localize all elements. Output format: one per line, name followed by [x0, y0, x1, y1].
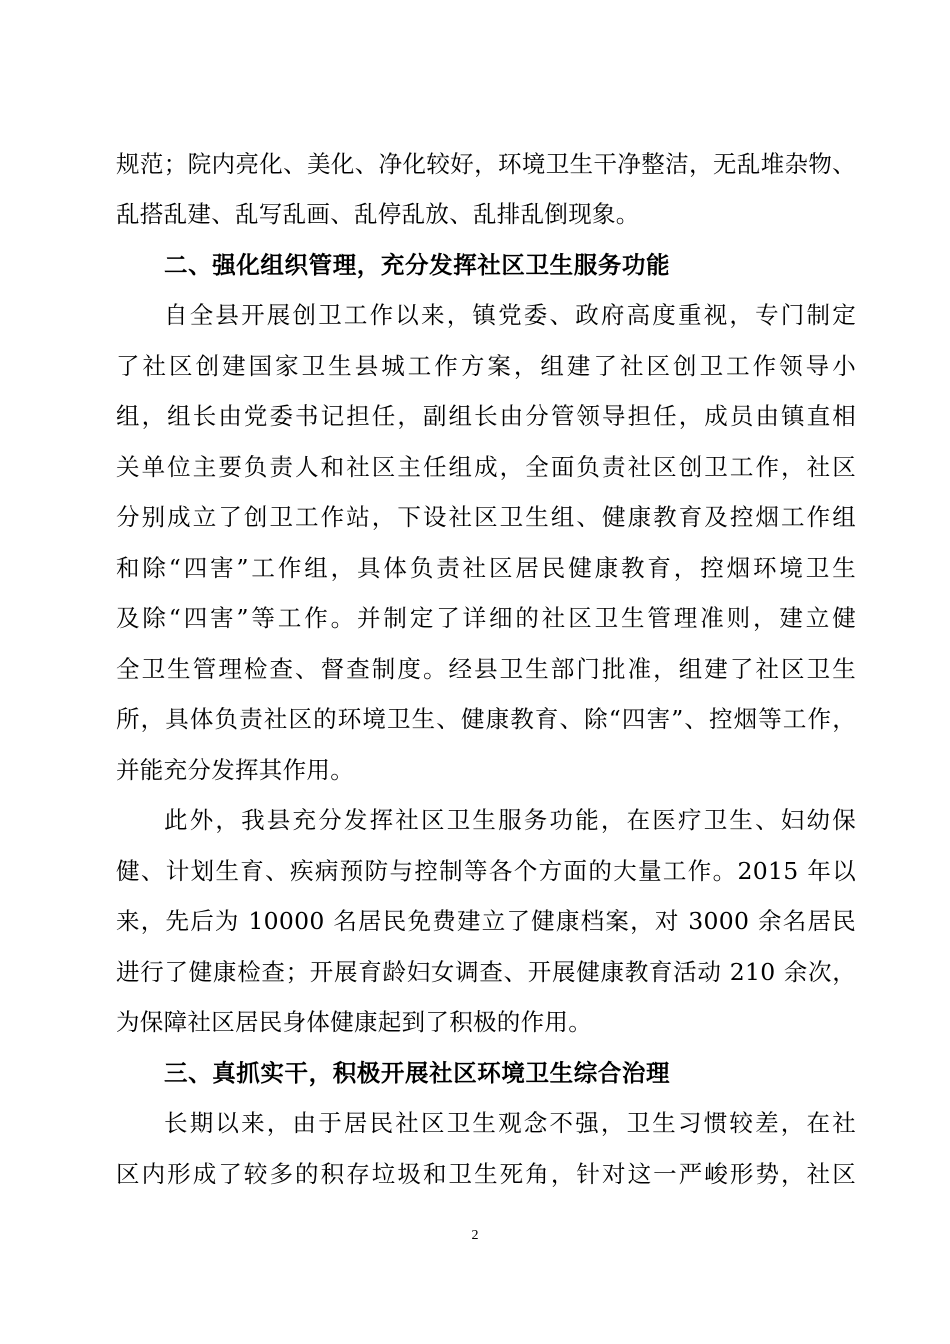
body-line: 区内形成了较多的积存垃圾和卫生死角，针对这一严峻形势，社区	[116, 1160, 856, 1188]
body-line: 来，先后为 10000 名居民免费建立了健康档案，对 3000 余名居民	[116, 907, 856, 935]
section-heading: 二、强化组织管理，充分发挥社区卫生服务功能	[164, 251, 671, 279]
body-line: 乱搭乱建、乱写乱画、乱停乱放、乱排乱倒现象。	[116, 200, 640, 228]
body-line: 全卫生管理检查、督查制度。经县卫生部门批准，组建了社区卫生	[116, 655, 856, 683]
section-heading: 三、真抓实干，积极开展社区环境卫生综合治理	[164, 1059, 671, 1087]
body-line: 和除“四害”工作组，具体负责社区居民健康教育，控烟环境卫生	[116, 554, 856, 582]
body-line: 健、计划生育、疾病预防与控制等各个方面的大量工作。2015 年以	[116, 857, 856, 885]
body-line: 组，组长由党委书记担任，副组长由分管领导担任，成员由镇直相	[116, 402, 856, 430]
body-line: 自全县开展创卫工作以来，镇党委、政府高度重视，专门制定	[164, 301, 856, 329]
body-line: 了社区创建国家卫生县城工作方案，组建了社区创卫工作领导小	[116, 352, 856, 380]
body-line: 及除“四害”等工作。并制定了详细的社区卫生管理准则，建立健	[116, 604, 856, 632]
body-line: 长期以来，由于居民社区卫生观念不强，卫生习惯较差，在社	[164, 1109, 856, 1137]
body-line: 分别成立了创卫工作站，下设社区卫生组、健康教育及控烟工作组	[116, 503, 856, 531]
body-line: 为保障社区居民身体健康起到了积极的作用。	[116, 1008, 592, 1036]
body-line: 关单位主要负责人和社区主任组成，全面负责社区创卫工作，社区	[116, 453, 856, 481]
body-line: 并能充分发挥其作用。	[116, 756, 354, 784]
page-number: 2	[471, 1228, 479, 1243]
body-line: 此外，我县充分发挥社区卫生服务功能，在医疗卫生、妇幼保	[164, 806, 856, 834]
body-line: 规范；院内亮化、美化、净化较好，环境卫生干净整洁，无乱堆杂物、	[116, 150, 856, 178]
body-line: 进行了健康检查；开展育龄妇女调查、开展健康教育活动 210 余次，	[116, 958, 856, 986]
body-line: 所，具体负责社区的环境卫生、健康教育、除“四害”、控烟等工作，	[116, 705, 856, 733]
